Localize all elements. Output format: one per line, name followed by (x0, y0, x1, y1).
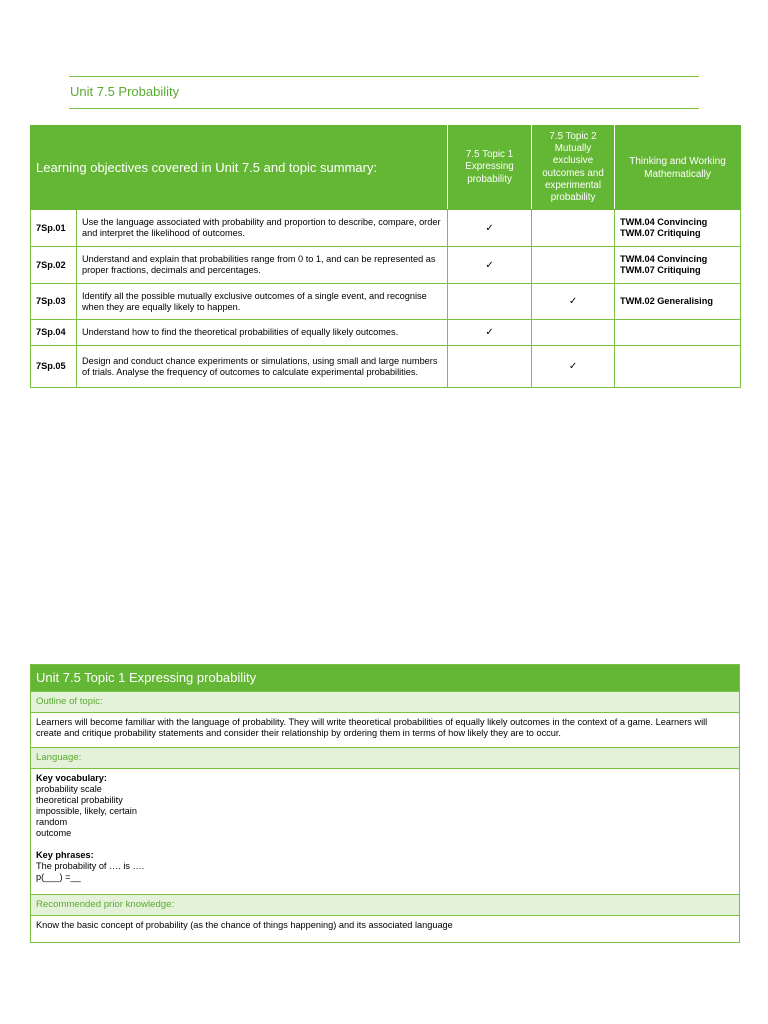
twm-header: Thinking and Working Mathematically (615, 126, 741, 210)
phrases-heading: Key phrases: (36, 850, 94, 860)
topic2-tick (532, 210, 615, 247)
vocab-heading: Key vocabulary: (36, 773, 107, 783)
vocab-item: theoretical probability (36, 795, 123, 805)
twm-cell: TWM.04 Convincing TWM.07 Critiquing (615, 210, 741, 247)
objective-code: 7Sp.03 (31, 284, 77, 320)
objective-text: Identify all the possible mutually exclusive outcomes of a single event, and recognise when they are equally likely to happen. (77, 284, 448, 320)
twm-cell (615, 320, 741, 346)
topic1-tick (448, 284, 532, 320)
topic1-tick: ✓ (448, 247, 532, 284)
vocab-item: outcome (36, 828, 72, 838)
vocab-item: probability scale (36, 784, 102, 794)
topic-title: Unit 7.5 Topic 1 Expressing probability (31, 665, 739, 691)
objective-code: 7Sp.04 (31, 320, 77, 346)
table-row (31, 320, 741, 346)
topic2-tick (532, 247, 615, 284)
prior-knowledge-text: Know the basic concept of probability (as the chance of things happening) and its associated language (31, 915, 739, 942)
objective-code: 7Sp.02 (31, 247, 77, 284)
objective-text: Design and conduct chance experiments or simulations, using small and large numbers of trials. Analyse the frequency of outcomes to calculate experimental probabilities. (77, 346, 448, 388)
learning-objectives-table (30, 125, 741, 388)
topic1-tick (448, 346, 532, 388)
topic2-tick (532, 320, 615, 346)
outline-label: Outline of topic: (31, 691, 739, 712)
objective-text: Understand and explain that probabilities range from 0 to 1, and can be represented as proper fractions, decimals and percentages. (77, 247, 448, 284)
table-row (31, 346, 741, 388)
language-label: Language: (31, 747, 739, 768)
topic-table (30, 664, 740, 943)
objectives-header-row (31, 126, 741, 210)
language-section (31, 768, 739, 894)
unit-title: Unit 7.5 Probability (70, 84, 180, 99)
table-row (31, 210, 741, 247)
phrase-item: The probability of …. is …. (36, 861, 145, 871)
topic2-tick: ✓ (532, 346, 615, 388)
objective-text: Understand how to find the theoretical probabilities of equally likely outcomes. (77, 320, 448, 346)
header-top-rule (69, 76, 699, 77)
table-row (31, 247, 741, 284)
vocab-item: impossible, likely, certain (36, 806, 137, 816)
objective-code: 7Sp.05 (31, 346, 77, 388)
twm-cell (615, 346, 741, 388)
prior-knowledge-label: Recommended prior knowledge: (31, 894, 739, 915)
topic2-header: 7.5 Topic 2 Mutually exclusive outcomes and experimental probability (532, 126, 615, 210)
vocab-item: random (36, 817, 68, 827)
objective-text: Use the language associated with probability and proportion to describe, compare, order and interpret the likelihood of outcomes. (77, 210, 448, 247)
twm-cell: TWM.02 Generalising (615, 284, 741, 320)
header-bottom-rule (69, 108, 699, 109)
outline-text: Learners will become familiar with the language of probability. They will write theoretical probabilities of equally likely outcomes in the context of a game. Learners will create and critique probability statements and consider their relationship by ordering them in terms of how likely they are to occur. (31, 712, 739, 747)
objective-code: 7Sp.01 (31, 210, 77, 247)
table-row (31, 284, 741, 320)
phrase-item: p(___) =__ (36, 872, 81, 882)
topic1-tick: ✓ (448, 320, 532, 346)
twm-cell: TWM.04 Convincing TWM.07 Critiquing (615, 247, 741, 284)
topic2-tick: ✓ (532, 284, 615, 320)
topic1-tick: ✓ (448, 210, 532, 247)
topic1-header: 7.5 Topic 1 Expressing probability (448, 126, 532, 210)
objectives-intro: Learning objectives covered in Unit 7.5 and topic summary: (31, 126, 448, 210)
